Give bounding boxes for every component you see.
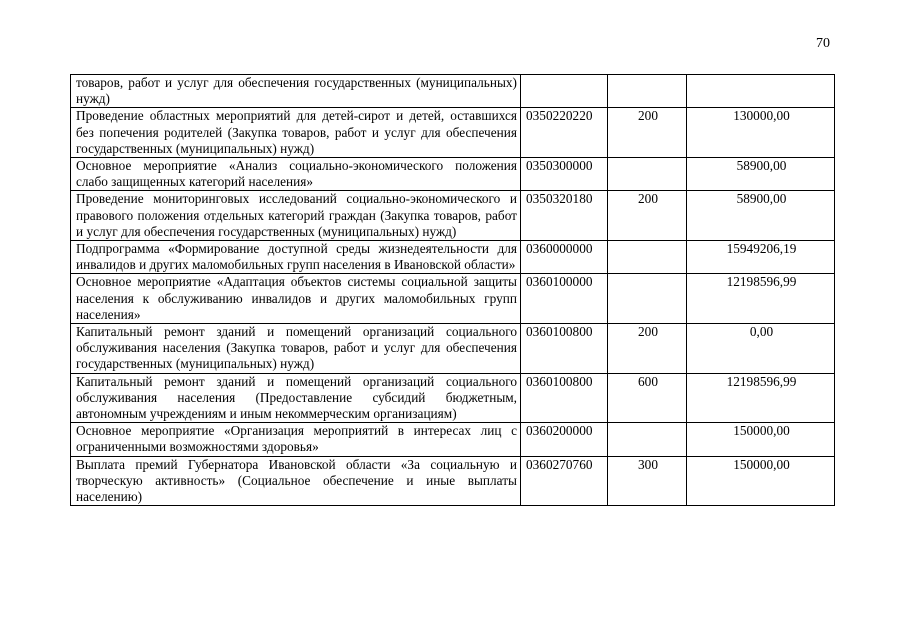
row-code-cell: 0360200000	[521, 423, 608, 456]
row-amount-cell: 58900,00	[687, 158, 835, 191]
row-expense-type-cell: 200	[608, 108, 687, 158]
row-code-cell	[521, 75, 608, 108]
row-expense-type-cell	[608, 423, 687, 456]
page-number: 70	[816, 36, 830, 51]
row-code-cell: 0360100000	[521, 274, 608, 324]
row-expense-type-cell	[608, 241, 687, 274]
row-amount-cell: 130000,00	[687, 108, 835, 158]
budget-table	[70, 74, 835, 506]
row-name-cell: Выплата премий Губернатора Ивановской области «За социальную и творческую активность» (Социальное обеспечение и иные выплаты населению)	[71, 456, 521, 506]
table-row	[71, 274, 835, 324]
row-code-cell: 0360100800	[521, 324, 608, 374]
table-row	[71, 158, 835, 191]
row-name-cell: Капитальный ремонт зданий и помещений организаций социального обслуживания населения (Закупка товаров, работ и услуг для обеспечения государственных (муниципальных) нужд)	[71, 324, 521, 374]
row-name-cell: Капитальный ремонт зданий и помещений организаций социального обслуживания населения (Предоставление субсидий бюджетным, автономным учреждениям и иным некоммерческим организациям)	[71, 373, 521, 423]
row-code-cell: 0360000000	[521, 241, 608, 274]
row-amount-cell	[687, 75, 835, 108]
row-expense-type-cell	[608, 274, 687, 324]
row-amount-cell: 150000,00	[687, 423, 835, 456]
row-name-cell: Основное мероприятие «Адаптация объектов системы социальной защиты населения к обслуживанию инвалидов и других маломобильных групп населения»	[71, 274, 521, 324]
row-name-cell: Основное мероприятие «Анализ социально-экономического положения слабо защищенных категорий населения»	[71, 158, 521, 191]
row-code-cell: 0360100800	[521, 373, 608, 423]
table-row	[71, 75, 835, 108]
row-expense-type-cell: 200	[608, 324, 687, 374]
table-row	[71, 373, 835, 423]
row-amount-cell: 12198596,99	[687, 373, 835, 423]
row-name-cell: товаров, работ и услуг для обеспечения государственных (муниципальных) нужд)	[71, 75, 521, 108]
row-name-cell: Подпрограмма «Формирование доступной среды жизнедеятельности для инвалидов и других маломобильных групп населения в Ивановской области»	[71, 241, 521, 274]
row-code-cell: 0360270760	[521, 456, 608, 506]
row-name-cell: Проведение мониторинговых исследований социально-экономического и правового положения отдельных категорий граждан (Закупка товаров, работ и услуг для обеспечения государственных (муниципальных) нужд)	[71, 191, 521, 241]
row-amount-cell: 0,00	[687, 324, 835, 374]
row-code-cell: 0350220220	[521, 108, 608, 158]
row-expense-type-cell: 600	[608, 373, 687, 423]
table-row	[71, 456, 835, 506]
table-row	[71, 191, 835, 241]
table-row	[71, 324, 835, 374]
row-code-cell: 0350320180	[521, 191, 608, 241]
row-expense-type-cell: 200	[608, 191, 687, 241]
table-row	[71, 241, 835, 274]
row-name-cell: Основное мероприятие «Организация мероприятий в интересах лиц с ограниченными возможностями здоровья»	[71, 423, 521, 456]
row-expense-type-cell	[608, 75, 687, 108]
row-expense-type-cell	[608, 158, 687, 191]
row-amount-cell: 58900,00	[687, 191, 835, 241]
table-row	[71, 108, 835, 158]
row-expense-type-cell: 300	[608, 456, 687, 506]
row-name-cell: Проведение областных мероприятий для детей-сирот и детей, оставшихся без попечения родителей (Закупка товаров, работ и услуг для обеспечения государственных (муниципальных) нужд)	[71, 108, 521, 158]
row-amount-cell: 15949206,19	[687, 241, 835, 274]
table-row	[71, 423, 835, 456]
row-amount-cell: 150000,00	[687, 456, 835, 506]
row-code-cell: 0350300000	[521, 158, 608, 191]
row-amount-cell: 12198596,99	[687, 274, 835, 324]
